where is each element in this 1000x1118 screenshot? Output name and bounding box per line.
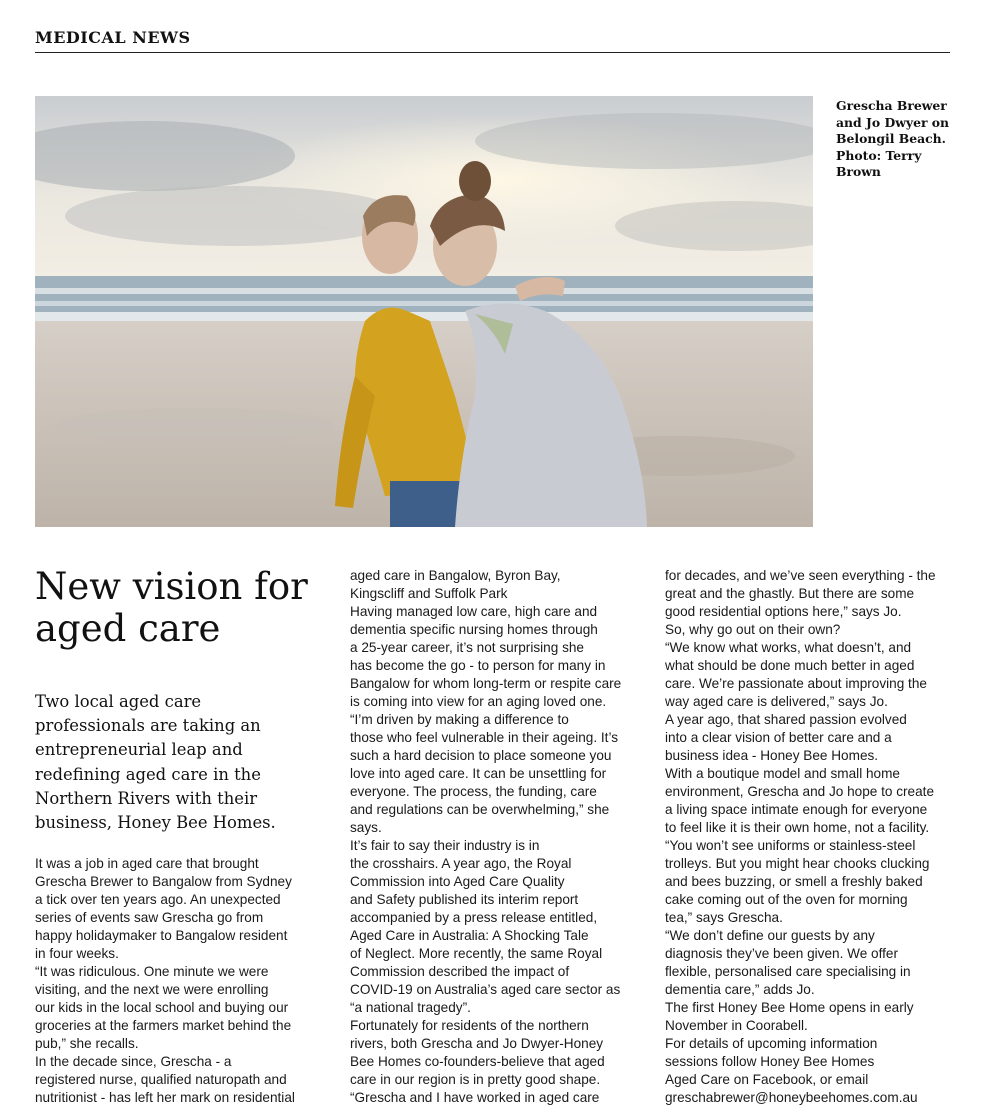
article-column-1: It was a job in aged care that brought Grescha Brewer to Bangalow from Sydney a tick over ten years ago. An unexpected series of events saw Grescha go from happy holidaymaker to Bangalow resident in four weeks. “It was ridiculous. One minute we were visiting, and the next we were enrolling our kids in the local school and buying our groceries at the farmers market behind the pub,” she recalls. In the decade since, Grescha - a registered nurse, qualified naturopath and nutritionist - has left her mark on residential <box>35 856 295 1105</box>
photo-caption: Grescha Brewer and Jo Dwyer on Belongil Beach. Photo: Terry Brown <box>836 98 950 179</box>
article-headline: New vision for aged care <box>35 565 308 650</box>
article-standfirst: Two local aged care professionals are taking an entrepreneurial leap and redefining aged care in the Northern Rivers with their business, Honey Bee Homes. <box>35 692 276 833</box>
article-column-3: for decades, and we’ve seen everything - the great and the ghastly. But there are some good residential options here,” says Jo. So, why go out on their own? “We know what works, what doesn’t, and what should be done much better in aged care. We’re passionate about improving the way aged care is delivered,” says Jo. A year ago, that shared passion evolved into a clear vision of better care and a business idea - Honey Bee Homes. With a boutique model and small home environment, Grescha and Jo hope to create a living space intimate enough for everyone to feel like it is their own home, not a facility. “You won’t see uniforms or stainless-steel trolleys. But you might hear chooks clucking and bees buzzing, or smell a freshly baked cake coming out of the oven for morning tea,” says Grescha. “We don’t define our guests by any diagnosis they’ve been given. We offer flexible, personalised care specialising in dementia care,” adds Jo. The first Honey Bee Home opens in early November in Coorabell. For details of upcoming information sessions follow Honey Bee Homes Aged Care on Facebook, or email greschabrewer@honeybeehomes.com.au <box>665 568 936 1105</box>
header-rule <box>35 52 950 53</box>
article-column-2: aged care in Bangalow, Byron Bay, Kingscliff and Suffolk Park Having managed low care, high care and dementia specific nursing homes through a 25-year career, it’s not surprising she has become the go - to person for many in Bangalow for whom long-term or respite care is coming into view for an aging loved one. “I’m driven by making a difference to those who feel vulnerable in their ageing. It’s such a hard decision to place someone you love into aged care. It can be unsettling for everyone. The process, the funding, care and regulations can be overwhelming,” she says. It’s fair to say their industry is in the crosshairs. A year ago, the Royal Commission into Aged Care Quality and Safety published its interim report accompanied by a press release entitled, Aged Care in Australia: A Shocking Tale of Neglect. More recently, the same Royal Commission described the impact of COVID-19 on Australia’s aged care sector as “a national tragedy”. Fortunately for residents of the northern rivers, both Grescha and Jo Dwyer-Honey Bee Homes co-founders-believe that aged care in our region is in pretty good shape. “Grescha and I have worked in aged care <box>350 568 622 1105</box>
section-label: MEDICAL NEWS <box>35 28 191 47</box>
article-photo <box>35 96 813 527</box>
